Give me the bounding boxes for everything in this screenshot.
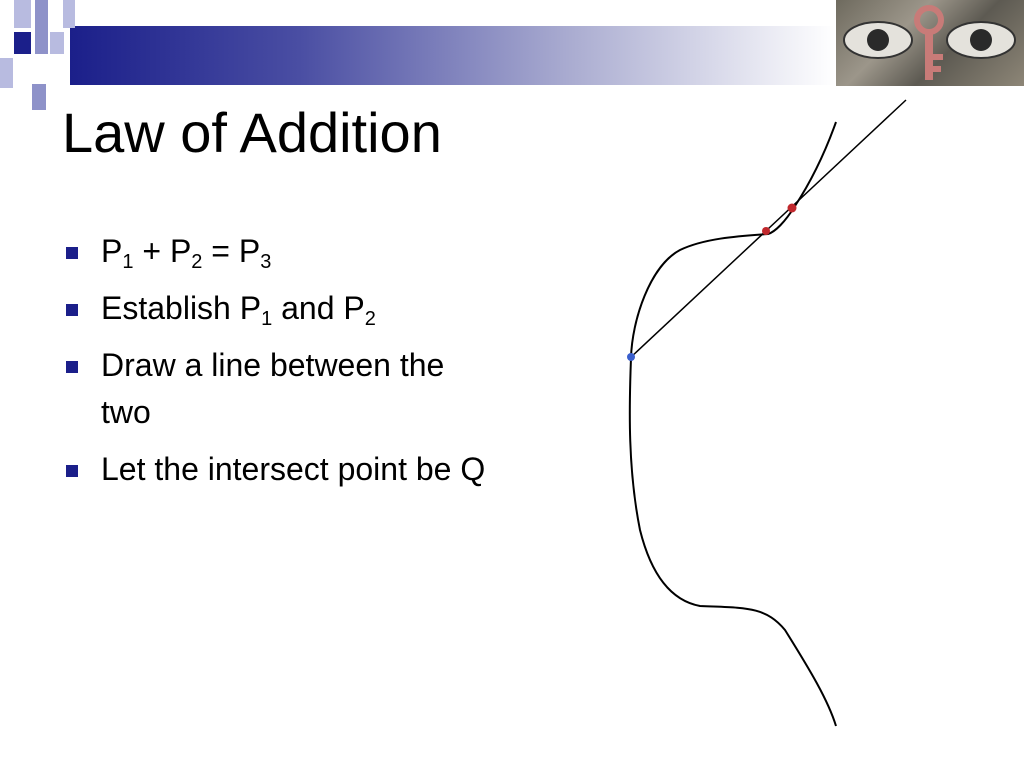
slide-title: Law of Addition [62,101,442,164]
point-q [788,204,797,213]
bullet-item [62,342,502,436]
elliptic-curve-diagram [560,90,960,740]
square-bullet-icon [66,304,78,316]
elliptic-curve [630,122,836,726]
decor-square [0,58,13,88]
square-bullet-icon [66,465,78,477]
decor-square [14,0,31,28]
bullet-text: Establish $P_1$ and $P_2$ [101,290,376,330]
point-p1 [627,353,635,361]
decor-square [32,84,46,110]
decor-square [50,32,64,54]
bullet-item [62,446,502,493]
bullet-text: Let the intersect point be Q [101,451,486,487]
point-p2 [762,227,770,235]
bullet-item [62,228,502,275]
decor-square [35,0,48,54]
banner-gradient-bar [70,26,835,85]
bullet-item [62,285,502,332]
bullet-list [62,228,502,503]
square-bullet-icon [66,247,78,259]
bullet-text: $P_1 + P_2 = P_3$ [101,233,272,273]
decor-square [63,0,75,28]
bullet-text: Draw a line between the two [101,347,445,430]
eye-key-emblem-icon [836,0,1024,86]
decor-square [14,32,31,54]
square-bullet-icon [66,361,78,373]
